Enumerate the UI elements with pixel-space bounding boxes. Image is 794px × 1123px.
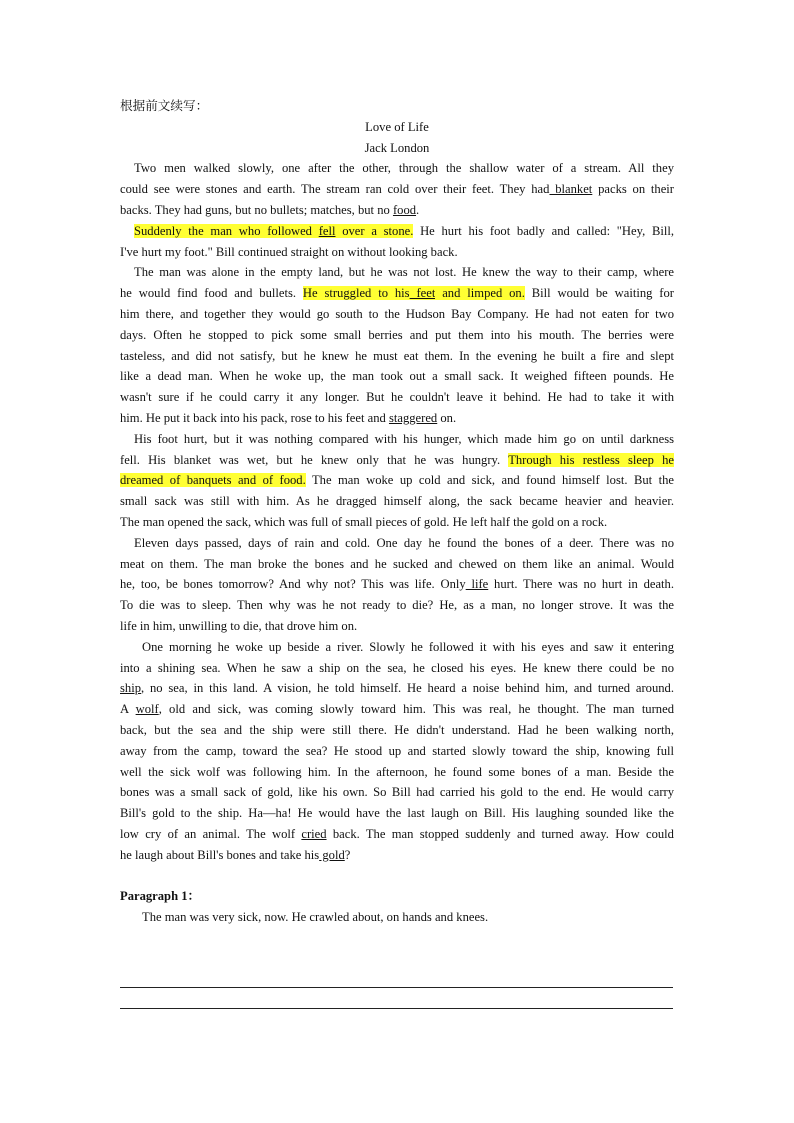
text-line: I've hurt my foot." Bill continued straight on without looking back. (120, 244, 458, 259)
story-author: Jack London (364, 140, 430, 155)
text-line: To die was to sleep. Then why was he not ready to die? He, as a man, no longer strove. It was the (120, 598, 674, 613)
highlighted-underlined-word: fell (318, 223, 336, 238)
story-paragraph-3 (120, 262, 674, 428)
writing-line[interactable] (120, 987, 673, 988)
underlined-word: staggered (388, 410, 438, 425)
story-paragraph-1 (120, 158, 674, 220)
text-line (120, 824, 674, 845)
text-span: low cry of an animal. The wolf (120, 826, 302, 841)
text-line (120, 470, 674, 491)
text-line (120, 678, 674, 699)
text-span: Bill would be waiting for (524, 286, 674, 301)
highlighted-text: and limped on. (435, 286, 525, 301)
text-span: . (416, 202, 420, 217)
text-span: , old and sick, was coming slowly toward him. This was real, he thought. The man turned (158, 702, 674, 717)
text-line: life in him, unwilling to die, that drove him on. (120, 618, 358, 633)
story-paragraph-2 (120, 221, 674, 263)
underlined-word: food (392, 202, 417, 217)
text-span: on. (437, 410, 457, 425)
blank-line (120, 865, 674, 886)
text-line (120, 574, 674, 595)
underlined-word: wolf (135, 702, 159, 717)
underlined-word: ship (120, 681, 141, 696)
highlighted-underlined-word: feet (409, 286, 436, 301)
text-line (120, 221, 674, 242)
text-line: Eleven days passed, days of rain and cold. One day he found the bones of a deer. There was no (134, 535, 674, 550)
underlined-word: cried (301, 826, 327, 841)
underlined-word: blanket (549, 182, 593, 197)
instruction-heading: 根据前文续写： (120, 98, 209, 113)
highlighted-text: Suddenly the man who followed (134, 223, 319, 238)
text-span: He hurt his foot badly and called: "Hey, Bill, (413, 223, 675, 238)
text-line (120, 283, 674, 304)
text-line: Two men walked slowly, one after the other, through the shallow water of a stream. All they (134, 161, 674, 176)
text-span: fell. His blanket was wet, but he knew only that he was hungry. (120, 452, 509, 467)
paragraph-1-label: Paragraph 1： (120, 889, 201, 904)
story-paragraph-5 (120, 533, 674, 637)
text-line: tasteless, and did not satisfy, but he knew he must eat them. In the evening he built a fire and slept (120, 348, 674, 363)
highlighted-text: dreamed of banquets and of food. (120, 473, 306, 488)
text-span: packs on their (592, 182, 675, 197)
underlined-word: gold (319, 847, 345, 862)
text-span: back. The man stopped suddenly and turned away. How could (326, 826, 674, 841)
text-line: bones was a small sack of gold, like his own. So Bill had carried his gold to the end. He would carry (120, 785, 674, 800)
text-line: Bill's gold to the ship. Ha—ha! He would have the last laugh on Bill. His laughing sounded like the (120, 806, 674, 821)
text-line: meat on them. The man broke the bones and he sucked and chewed on them like an animal. Would (120, 556, 674, 571)
text-line: The man was alone in the empty land, but he was not lost. He knew the way to their camp, where (134, 265, 674, 280)
text-span: him. He put it back into his pack, rose to his feet and (120, 410, 389, 425)
text-line (120, 200, 674, 221)
paragraph-1-opening-sentence: The man was very sick, now. He crawled about, on hands and knees. (142, 910, 489, 925)
story-paragraph-6 (120, 637, 674, 866)
text-line: The man opened the sack, which was full of small pieces of gold. He left half the gold on a rock. (120, 514, 608, 529)
text-span: backs. They had guns, but no bullets; matches, but no (120, 202, 393, 217)
text-line (120, 450, 674, 471)
text-span: hurt. There was no hurt in death. (488, 577, 674, 592)
text-line (120, 699, 674, 720)
text-line (120, 179, 674, 200)
text-line: small sack was still with him. As he dragged himself along, the sack became heavier and heavier. (120, 494, 674, 509)
story-paragraph-4 (120, 429, 674, 533)
text-line: him there, and together they would go south to the Hudson Bay Company. He had not eaten for two (120, 306, 674, 321)
text-line: well the sick wolf was following him. In the afternoon, he found some bones of a man. Beside the (120, 764, 674, 779)
text-line: back, but the sea and the ship were still there. He didn't understand. Had he been walking north, (120, 722, 674, 737)
text-line: into a shining sea. When he saw a ship on the sea, he closed his eyes. He knew there could be no (120, 660, 674, 675)
text-line: One morning he woke up beside a river. Slowly he followed it with his eyes and saw it entering (142, 639, 674, 654)
document-page (120, 96, 674, 928)
text-line: days. Often he stopped to pick some small berries and put them into his mouth. The berries were (120, 327, 674, 342)
text-line: His foot hurt, but it was nothing compared with his hunger, which made him go on until darkness (134, 431, 674, 446)
text-span: The man woke up cold and sick, and found himself lost. But the (305, 473, 675, 488)
text-line (120, 408, 674, 429)
text-span: , no sea, in this land. A vision, he told himself. He heard a noise behind him, and turned around. (141, 681, 674, 696)
writing-line[interactable] (120, 1008, 673, 1009)
text-line: like a dead man. When he woke up, the man took out a small sack. It weighed fifteen pounds. He (120, 369, 674, 384)
highlighted-text: He struggled to his (302, 286, 410, 301)
text-span: could see were stones and earth. The stream ran cold over their feet. They had (120, 182, 550, 197)
text-line (120, 845, 674, 866)
text-span: he, too, be bones tomorrow? And why not? This was life. Only (120, 577, 466, 592)
text-line: wasn't sure if he could carry it any longer. But he couldn't leave it behind. He had to take it with (120, 390, 674, 405)
text-span: ? (344, 847, 351, 862)
underlined-word: life (465, 577, 489, 592)
text-span: A (120, 702, 136, 717)
text-span: he would find food and bullets. (120, 286, 303, 301)
text-line: away from the camp, toward the sea? He stood up and started slowly toward the ship, knowing full (120, 743, 674, 758)
text-span: he laugh about Bill's bones and take his (120, 847, 320, 862)
highlighted-text: Through his restless sleep he (508, 452, 675, 467)
highlighted-text: over a stone. (335, 223, 414, 238)
story-title: Love of Life (365, 119, 429, 134)
